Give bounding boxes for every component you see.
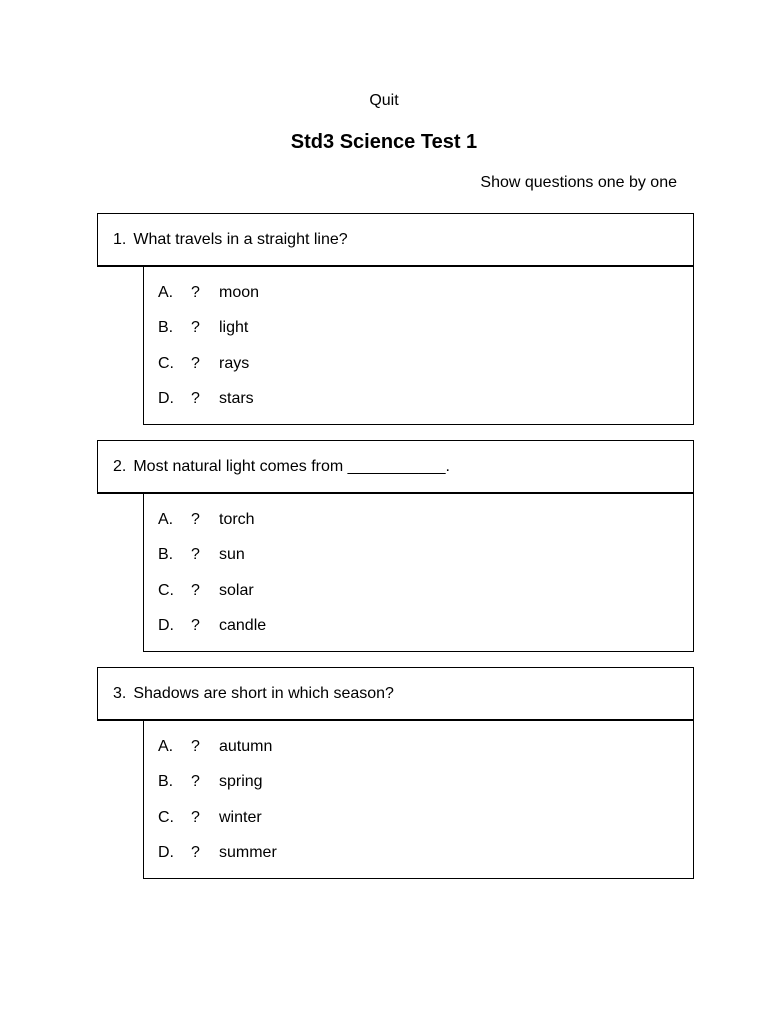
answer-mark: ?: [191, 354, 200, 372]
option-letter: C.: [158, 808, 174, 826]
option-text: rays: [219, 354, 250, 372]
option-letter: A.: [158, 737, 174, 755]
option-letter: B.: [158, 319, 174, 337]
answer-mark: ?: [191, 581, 200, 599]
quit-link[interactable]: Quit: [369, 92, 399, 109]
option-text: spring: [219, 773, 263, 791]
question-text: What travels in a straight line?: [133, 230, 348, 248]
option-d[interactable]: [144, 609, 693, 645]
option-letter: A.: [158, 510, 174, 528]
option-c[interactable]: [144, 573, 693, 609]
question-number: 3.: [113, 684, 127, 702]
answer-mark: ?: [191, 546, 200, 564]
option-c[interactable]: [144, 346, 693, 382]
answer-mark: ?: [191, 390, 200, 408]
question-1-prompt: [97, 213, 694, 266]
option-a[interactable]: [144, 502, 693, 538]
option-text: autumn: [219, 737, 273, 755]
page-title: Std3 Science Test 1: [290, 131, 478, 153]
question-number: 2.: [113, 457, 127, 475]
option-text: summer: [219, 844, 277, 862]
option-letter: D.: [158, 617, 174, 635]
answer-mark: ?: [191, 737, 200, 755]
option-a[interactable]: [144, 729, 693, 765]
answer-mark: ?: [191, 283, 200, 301]
question-text: Shadows are short in which season?: [133, 684, 394, 702]
option-c[interactable]: [144, 800, 693, 836]
option-text: candle: [219, 617, 267, 635]
answer-mark: ?: [191, 844, 200, 862]
option-a[interactable]: [144, 275, 693, 311]
question-3: [97, 667, 694, 879]
option-text: light: [219, 319, 249, 337]
option-d[interactable]: [144, 382, 693, 418]
question-2-options: [143, 493, 694, 652]
option-letter: A.: [158, 283, 174, 301]
option-letter: D.: [158, 844, 174, 862]
question-3-options: [143, 720, 694, 879]
option-b[interactable]: [144, 765, 693, 801]
question-2: [97, 440, 694, 652]
option-text: solar: [219, 581, 254, 599]
question-text: Most natural light comes from ___________.: [133, 457, 450, 475]
answer-mark: ?: [191, 773, 200, 791]
option-text: moon: [219, 283, 260, 301]
option-text: winter: [219, 808, 262, 826]
question-1-options: [143, 266, 694, 425]
answer-mark: ?: [191, 319, 200, 337]
option-letter: C.: [158, 581, 174, 599]
option-letter: B.: [158, 773, 174, 791]
answer-mark: ?: [191, 510, 200, 528]
question-number: 1.: [113, 230, 127, 248]
answer-mark: ?: [191, 617, 200, 635]
option-d[interactable]: [144, 836, 693, 872]
show-one-by-one-link[interactable]: Show questions one by one: [480, 174, 677, 191]
option-letter: C.: [158, 354, 174, 372]
option-text: sun: [219, 546, 245, 564]
option-text: torch: [219, 510, 255, 528]
option-b[interactable]: [144, 538, 693, 574]
answer-mark: ?: [191, 808, 200, 826]
option-text: stars: [219, 390, 254, 408]
question-1: [97, 213, 694, 425]
question-3-prompt: [97, 667, 694, 720]
option-b[interactable]: [144, 311, 693, 347]
question-2-prompt: [97, 440, 694, 493]
option-letter: B.: [158, 546, 174, 564]
option-letter: D.: [158, 390, 174, 408]
